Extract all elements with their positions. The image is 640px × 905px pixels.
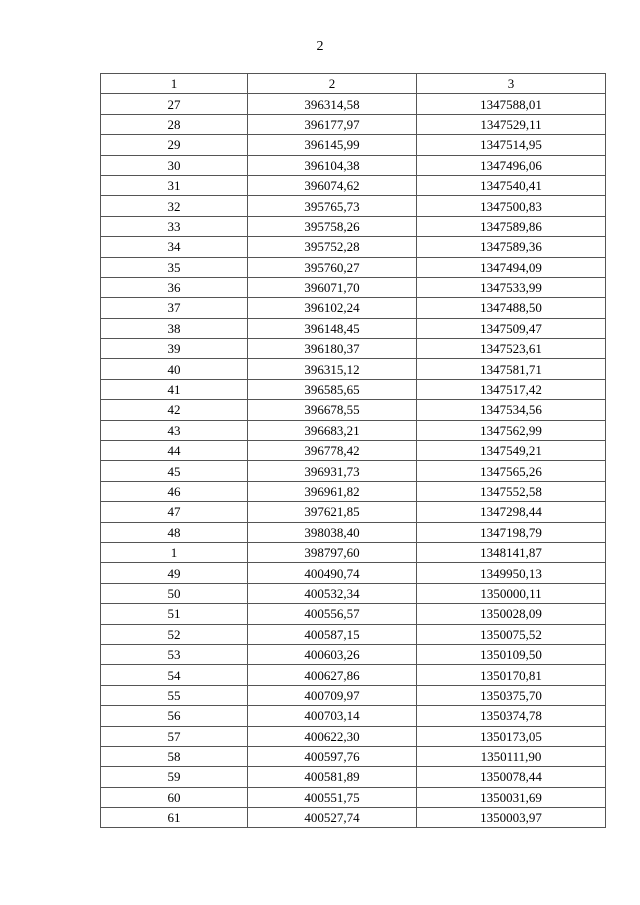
x-coordinate-cell: 395765,73 xyxy=(248,196,417,216)
table-row xyxy=(101,665,606,685)
x-coordinate-cell: 396315,12 xyxy=(248,359,417,379)
y-coordinate-cell: 1347488,50 xyxy=(417,298,606,318)
point-number-cell: 30 xyxy=(101,155,248,175)
x-coordinate-cell: 396678,55 xyxy=(248,400,417,420)
y-coordinate-cell: 1347540,41 xyxy=(417,175,606,195)
table-row xyxy=(101,522,606,542)
table-row xyxy=(101,114,606,134)
x-coordinate-cell: 400527,74 xyxy=(248,808,417,828)
table-row xyxy=(101,706,606,726)
x-coordinate-cell: 396177,97 xyxy=(248,114,417,134)
x-coordinate-cell: 396961,82 xyxy=(248,481,417,501)
point-number-cell: 29 xyxy=(101,135,248,155)
point-number-cell: 59 xyxy=(101,767,248,787)
point-number-cell: 36 xyxy=(101,277,248,297)
y-coordinate-cell: 1347589,86 xyxy=(417,216,606,236)
x-coordinate-cell: 396778,42 xyxy=(248,441,417,461)
y-coordinate-cell: 1347523,61 xyxy=(417,339,606,359)
table-row xyxy=(101,420,606,440)
y-coordinate-cell: 1347549,21 xyxy=(417,441,606,461)
coordinates-table xyxy=(100,73,606,828)
point-number-cell: 35 xyxy=(101,257,248,277)
table-row xyxy=(101,379,606,399)
table-row xyxy=(101,94,606,114)
point-number-cell: 32 xyxy=(101,196,248,216)
point-number-cell: 45 xyxy=(101,461,248,481)
table-row xyxy=(101,583,606,603)
table-row xyxy=(101,604,606,624)
table-row xyxy=(101,318,606,338)
point-number-cell: 53 xyxy=(101,644,248,664)
y-coordinate-cell: 1347534,56 xyxy=(417,400,606,420)
table-row xyxy=(101,298,606,318)
table-row xyxy=(101,746,606,766)
table-row xyxy=(101,400,606,420)
x-coordinate-cell: 396931,73 xyxy=(248,461,417,481)
x-coordinate-cell: 396314,58 xyxy=(248,94,417,114)
table-row xyxy=(101,155,606,175)
point-number-cell: 55 xyxy=(101,685,248,705)
table-header-row xyxy=(101,74,606,94)
x-coordinate-cell: 396102,24 xyxy=(248,298,417,318)
point-number-cell: 56 xyxy=(101,706,248,726)
y-coordinate-cell: 1347562,99 xyxy=(417,420,606,440)
point-number-cell: 47 xyxy=(101,502,248,522)
point-number-cell: 37 xyxy=(101,298,248,318)
table-row xyxy=(101,767,606,787)
point-number-cell: 31 xyxy=(101,175,248,195)
x-coordinate-cell: 396585,65 xyxy=(248,379,417,399)
point-number-cell: 52 xyxy=(101,624,248,644)
x-coordinate-cell: 400490,74 xyxy=(248,563,417,583)
table-row xyxy=(101,461,606,481)
y-coordinate-cell: 1350075,52 xyxy=(417,624,606,644)
point-number-cell: 54 xyxy=(101,665,248,685)
table-row xyxy=(101,726,606,746)
point-number-cell: 46 xyxy=(101,481,248,501)
point-number-cell: 57 xyxy=(101,726,248,746)
table-row xyxy=(101,196,606,216)
y-coordinate-cell: 1349950,13 xyxy=(417,563,606,583)
table-row xyxy=(101,257,606,277)
y-coordinate-cell: 1347509,47 xyxy=(417,318,606,338)
y-coordinate-cell: 1347588,01 xyxy=(417,94,606,114)
point-number-cell: 40 xyxy=(101,359,248,379)
y-coordinate-cell: 1350078,44 xyxy=(417,767,606,787)
point-number-cell: 48 xyxy=(101,522,248,542)
point-number-cell: 33 xyxy=(101,216,248,236)
y-coordinate-cell: 1350109,50 xyxy=(417,644,606,664)
y-coordinate-cell: 1350111,90 xyxy=(417,746,606,766)
point-number-cell: 49 xyxy=(101,563,248,583)
y-coordinate-cell: 1347581,71 xyxy=(417,359,606,379)
y-coordinate-cell: 1347500,83 xyxy=(417,196,606,216)
y-coordinate-cell: 1350375,70 xyxy=(417,685,606,705)
point-number-cell: 58 xyxy=(101,746,248,766)
point-number-cell: 39 xyxy=(101,339,248,359)
table-row xyxy=(101,339,606,359)
column-header-1: 1 xyxy=(101,74,248,94)
x-coordinate-cell: 398038,40 xyxy=(248,522,417,542)
x-coordinate-cell: 400622,30 xyxy=(248,726,417,746)
x-coordinate-cell: 396071,70 xyxy=(248,277,417,297)
table-row xyxy=(101,502,606,522)
x-coordinate-cell: 396074,62 xyxy=(248,175,417,195)
table-row xyxy=(101,542,606,562)
table-body xyxy=(101,94,606,828)
point-number-cell: 27 xyxy=(101,94,248,114)
y-coordinate-cell: 1347298,44 xyxy=(417,502,606,522)
x-coordinate-cell: 396104,38 xyxy=(248,155,417,175)
x-coordinate-cell: 400587,15 xyxy=(248,624,417,644)
y-coordinate-cell: 1347552,58 xyxy=(417,481,606,501)
y-coordinate-cell: 1347494,09 xyxy=(417,257,606,277)
point-number-cell: 41 xyxy=(101,379,248,399)
point-number-cell: 38 xyxy=(101,318,248,338)
point-number-cell: 44 xyxy=(101,441,248,461)
table-row xyxy=(101,481,606,501)
table-row xyxy=(101,563,606,583)
y-coordinate-cell: 1350003,97 xyxy=(417,808,606,828)
x-coordinate-cell: 396180,37 xyxy=(248,339,417,359)
x-coordinate-cell: 400603,26 xyxy=(248,644,417,664)
y-coordinate-cell: 1350031,69 xyxy=(417,787,606,807)
page-number: 2 xyxy=(316,39,324,54)
point-number-cell: 42 xyxy=(101,400,248,420)
point-number-cell: 43 xyxy=(101,420,248,440)
x-coordinate-cell: 400556,57 xyxy=(248,604,417,624)
x-coordinate-cell: 396683,21 xyxy=(248,420,417,440)
point-number-cell: 51 xyxy=(101,604,248,624)
table-row xyxy=(101,787,606,807)
y-coordinate-cell: 1347529,11 xyxy=(417,114,606,134)
y-coordinate-cell: 1348141,87 xyxy=(417,542,606,562)
y-coordinate-cell: 1347198,79 xyxy=(417,522,606,542)
table-row xyxy=(101,685,606,705)
x-coordinate-cell: 398797,60 xyxy=(248,542,417,562)
y-coordinate-cell: 1347496,06 xyxy=(417,155,606,175)
y-coordinate-cell: 1347533,99 xyxy=(417,277,606,297)
table-row xyxy=(101,441,606,461)
y-coordinate-cell: 1350173,05 xyxy=(417,726,606,746)
column-header-2: 2 xyxy=(248,74,417,94)
x-coordinate-cell: 400703,14 xyxy=(248,706,417,726)
table-row xyxy=(101,644,606,664)
x-coordinate-cell: 395760,27 xyxy=(248,257,417,277)
point-number-cell: 50 xyxy=(101,583,248,603)
x-coordinate-cell: 400597,76 xyxy=(248,746,417,766)
table-row xyxy=(101,277,606,297)
x-coordinate-cell: 397621,85 xyxy=(248,502,417,522)
x-coordinate-cell: 395752,28 xyxy=(248,237,417,257)
point-number-cell: 61 xyxy=(101,808,248,828)
x-coordinate-cell: 396145,99 xyxy=(248,135,417,155)
y-coordinate-cell: 1347589,36 xyxy=(417,237,606,257)
table-row xyxy=(101,216,606,236)
table-row xyxy=(101,359,606,379)
x-coordinate-cell: 395758,26 xyxy=(248,216,417,236)
x-coordinate-cell: 400532,34 xyxy=(248,583,417,603)
point-number-cell: 1 xyxy=(101,542,248,562)
y-coordinate-cell: 1350374,78 xyxy=(417,706,606,726)
x-coordinate-cell: 400551,75 xyxy=(248,787,417,807)
point-number-cell: 28 xyxy=(101,114,248,134)
table-row xyxy=(101,808,606,828)
x-coordinate-cell: 400581,89 xyxy=(248,767,417,787)
x-coordinate-cell: 396148,45 xyxy=(248,318,417,338)
y-coordinate-cell: 1350028,09 xyxy=(417,604,606,624)
table-row xyxy=(101,175,606,195)
y-coordinate-cell: 1350170,81 xyxy=(417,665,606,685)
y-coordinate-cell: 1347517,42 xyxy=(417,379,606,399)
point-number-cell: 60 xyxy=(101,787,248,807)
y-coordinate-cell: 1347514,95 xyxy=(417,135,606,155)
y-coordinate-cell: 1347565,26 xyxy=(417,461,606,481)
table-row xyxy=(101,624,606,644)
table-row xyxy=(101,135,606,155)
column-header-3: 3 xyxy=(417,74,606,94)
y-coordinate-cell: 1350000,11 xyxy=(417,583,606,603)
x-coordinate-cell: 400709,97 xyxy=(248,685,417,705)
x-coordinate-cell: 400627,86 xyxy=(248,665,417,685)
table-row xyxy=(101,237,606,257)
point-number-cell: 34 xyxy=(101,237,248,257)
